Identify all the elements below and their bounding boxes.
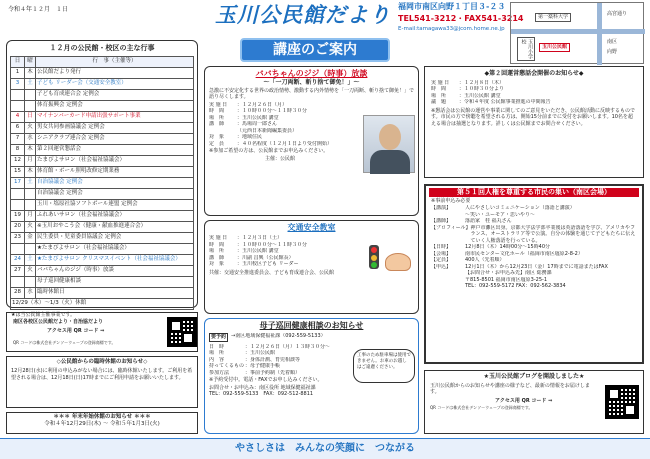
blog-note: QR コードは株式会社デンソーウェーブの登録商標です。 [430, 405, 533, 411]
event-cell: ふれあいサロン（社会福祉協議会） [36, 211, 194, 222]
dow-cell: 土 [25, 255, 36, 266]
info-value: ：母子健康手帳 [245, 363, 281, 369]
info-label: 実 施 日 [431, 79, 450, 86]
table-row [11, 222, 194, 233]
event-cell: 男女共同参画協議会 定例会 [36, 123, 194, 134]
info-row [209, 370, 359, 377]
info-value: ：玉川公民館 講堂 [459, 92, 501, 99]
blog-body: 玉川公民館からのお知らせや講座の様子など、最新の情報をお届けします。 [430, 382, 590, 396]
table-header-row [11, 57, 194, 68]
health-org: →南区地域保健福祉課（092-559-5133） [231, 333, 326, 339]
event-cell: ババちゃんのジジ（時事）放談 [36, 266, 194, 277]
day-cell: 8 [11, 145, 25, 156]
info-label: 時 間 [431, 86, 447, 93]
dow-cell [25, 189, 36, 200]
info-label: 参加方法 [209, 369, 230, 376]
day-cell: 24 [11, 255, 25, 266]
info-label: 【講師】 [431, 218, 452, 225]
day-cell [11, 101, 25, 112]
event-cell: 母子巡回健康相談 [36, 277, 194, 288]
day-cell: 1 [11, 68, 25, 79]
info-label: 時 間 [209, 241, 225, 248]
day-cell: 15 [11, 167, 25, 178]
lecture-banner [240, 38, 390, 62]
info-label: 持ってくるもの [209, 363, 245, 369]
dow-cell: 金 [25, 233, 36, 244]
event-cell: ★たまぴよサロン クリスマスイベント（社会福祉協議会） [36, 255, 194, 266]
info-label: 【申込】 [431, 263, 452, 270]
event-cell: シニアクラブ連合会 定例会 [36, 134, 194, 145]
map-label-school: 第一薬科大学 [535, 13, 571, 22]
event-cell: ※玉川おやこう会（健康・献血推進連合会） [36, 222, 194, 233]
info-value: ：玉川公民館 講堂 [237, 248, 279, 254]
event-cell: 臨時休館日 [36, 288, 194, 299]
dow-cell: 月 [25, 211, 36, 222]
forum-heading: 第５１回人権を尊重する市民の集い（南区会場） [429, 188, 639, 197]
dow-cell: 日 [25, 112, 36, 123]
closure-notice [6, 356, 198, 408]
table-row [11, 299, 194, 310]
event-cell: 玉川・塩原社協ソフトボール連盟 定例会 [36, 200, 194, 211]
dow-cell: 月 [25, 156, 36, 167]
lecture1-desc: 急激に不安定化する世界の政治情勢、激動する内外情勢を「一刀両断、斬り捨て御免！」で語り尽くします。 [209, 87, 415, 101]
info-row [209, 261, 359, 268]
info-label: 講 師 [209, 121, 225, 128]
lecture2-box [204, 220, 419, 314]
lecture2-host: 共催：交通安全推進委員会、子ども育成連合会、公民館 [209, 269, 335, 276]
info-label: 実 施 日 [209, 235, 228, 241]
info-value: TEL：092-559-5172 FAX：092-562-3834 [465, 283, 566, 290]
info-label [431, 283, 465, 290]
info-label: 場 所 [209, 114, 225, 121]
day-cell: 19 [11, 211, 25, 222]
suit-shape [370, 150, 410, 174]
dow-cell: 水 [25, 288, 36, 299]
table-row [11, 178, 194, 189]
day-cell: 12 [11, 156, 25, 167]
info-value: 12月8日（木）14時00分～15時40分 [465, 244, 550, 251]
info-label: 議 題 [431, 99, 447, 106]
dow-cell [25, 244, 36, 255]
map-label: 南区 [607, 39, 618, 45]
event-cell: 体育振興会 定例会 [36, 101, 194, 112]
forum-box [424, 184, 644, 364]
info-value: ：１０時３０分より [459, 86, 505, 93]
table-row [11, 233, 194, 244]
day-cell: 3 [11, 79, 25, 90]
event-cell: ★たまぴよサロン（社会福祉協議会） [36, 244, 194, 255]
event-cell: 民生委員・児童委員協議会 定例会 [36, 233, 194, 244]
map-label: 向野 [607, 49, 618, 55]
day-cell: 28 [11, 288, 25, 299]
qr-line1: 南区各校区公民館だより・自治協だより [13, 319, 104, 325]
table-row [11, 79, 194, 90]
health-contact: お問合せ・お申込み：南区役所 地域保健福祉課 [209, 384, 316, 391]
info-value: ：１０時００分～１１時３０分 [237, 108, 308, 115]
event-cell: 子ども育成連合会 定例会 [36, 90, 194, 101]
info-label: 内 容 [209, 356, 225, 363]
info-value: 神戸市灘区出身。京都大学法学部卒業後は英語落語を学び、アメリカやフランス、オーストラリア等で公演。自分の体験を通じて子どもたちに伝えていく人権落語を行っている。 [470, 224, 636, 244]
dow-cell [25, 200, 36, 211]
meeting-heading: ◆第２回運営懇話会開催のお知らせ◆ [484, 70, 584, 77]
map-label-kominkan: 玉川公民館 [539, 43, 570, 52]
info-label: 場 所 [209, 350, 225, 356]
meeting-box [424, 66, 644, 178]
table-row [11, 211, 194, 222]
blog-qr-label: アクセス用 QR コード ⇒ [495, 397, 553, 404]
info-value: ：玉川公民館 講堂 [237, 114, 279, 121]
event-cell: 第２回運営懇話会 [36, 145, 194, 156]
event-cell: 体育館・ボール照明改修定期業務 [36, 167, 194, 178]
red-light [371, 247, 377, 253]
info-value: 落語家 桂 福丸さん [465, 218, 512, 225]
table-row [11, 134, 194, 145]
face-shape [379, 124, 401, 150]
road [511, 29, 645, 34]
info-label: 講 師 [209, 254, 225, 261]
footer-bar [0, 438, 650, 459]
dow-cell: 火 [25, 222, 36, 233]
info-label: 【日時】 [431, 244, 452, 251]
day-cell: 17 [11, 178, 25, 189]
issue-date: 令和４年１２月 １日 [8, 6, 69, 13]
info-label: 【会場】 [431, 250, 452, 257]
info-value: ：１０時００分～１１時３０分 [237, 241, 308, 248]
address: 福岡市南区向野１丁目３-２３ [398, 2, 506, 11]
info-label: 【プロフィール】 [431, 224, 471, 231]
blog-box [424, 370, 644, 434]
closure-heading: ◇公民館からの臨時休館のお知らせ◇ [56, 359, 148, 365]
info-value: ：地域住民 [237, 134, 263, 141]
event-cell: たまぴよサロン（社会福祉協議会） [36, 156, 194, 167]
info-value: 〒815-8501 福岡市南区塩原3-25-1 [465, 276, 547, 283]
info-value: ：玉川校区子ども リーダー [237, 261, 299, 267]
green-light [371, 262, 377, 268]
health-title: 母子巡回健康相談のお知らせ [259, 321, 364, 330]
dow-cell: 火 [25, 266, 36, 277]
day-cell [11, 277, 25, 288]
day-cell: 27 [11, 266, 25, 277]
child-figure-icon [385, 253, 411, 271]
lecture1-sub: ～「一刀両断、斬り捨て御免！」～ [263, 79, 360, 86]
event-cell: 子ども リーダー会（交通安全教室） [36, 79, 194, 90]
footer-slogan: やさしさは みんなの笑顔に つながる [235, 443, 415, 454]
map-label: 高宮通り [607, 11, 628, 17]
district-qr-box [6, 312, 198, 352]
phone-fax: TEL541-3212・FAX541-3214 [398, 14, 524, 23]
schedule-note: ★は当公民館主催事業です。 [11, 312, 76, 319]
traffic-illustration [365, 239, 413, 277]
info-row [431, 283, 637, 290]
table-row [11, 255, 194, 266]
info-value: ：１２月８日（木） [459, 79, 505, 86]
info-value: ：１２月２６日（月） [237, 101, 288, 108]
table-row [11, 266, 194, 277]
info-value: ～笑い・ユーモア・思いやり～ [465, 211, 536, 218]
info-label: 対 象 [209, 134, 225, 141]
info-value: ：令和４年度 公民館事業推進の中間報告 [459, 99, 551, 106]
newyear-body: 令和４年12月29日(木) ～ 令和５年1月3日(火) [44, 421, 160, 428]
closure-body: 12月28日(水)に利用の申込みがない場合には、臨時休館いたします。ご利用を希望される場合は、12月18日(日)17時までにご利用申請をお願いいたします。 [11, 368, 193, 381]
day-cell [11, 189, 25, 200]
blog-qr-code[interactable] [605, 385, 639, 419]
col-day: 日 [11, 57, 25, 68]
newyear-heading: ＊＊＊ 年末年始休館のお知らせ ＊＊＊ [53, 414, 151, 420]
table-row [11, 123, 194, 134]
reservation-tag: 要予約 [211, 334, 227, 340]
day-cell: 7 [11, 134, 25, 145]
dow-cell: 木 [25, 145, 36, 156]
day-cell [11, 90, 25, 101]
qr-note: QR コードは株式会社デンソーウェーブの登録商標です。 [13, 340, 116, 345]
info-row [431, 225, 637, 245]
info-label: 【講演】 [431, 205, 452, 212]
day-cell: 20 [11, 222, 25, 233]
email: E-mail:tamagawa33@jcom.home.ne.jp [398, 26, 505, 32]
location-map [510, 2, 644, 64]
schedule-box [6, 40, 198, 319]
dow-cell: 火 [25, 123, 36, 134]
event-cell: 自治協議会 定例会 [36, 189, 194, 200]
lecture1-note: ※参加ご希望の方は、公民館までお申込みください。 [209, 148, 329, 155]
info-value: ：馬場周一郎さん [237, 121, 278, 128]
info-value: 12月1日（木）から12月23日（金）17時までに電話またはFAX [465, 263, 608, 270]
qr-line2: アクセス用 QR コード ⇒ [47, 328, 105, 334]
road [597, 3, 602, 65]
table-row [11, 90, 194, 101]
blog-heading: ★玉川公民館ブログを開設しました★ [483, 373, 585, 380]
col-dow: 曜 [25, 57, 36, 68]
info-label: 日 時 [209, 343, 225, 350]
info-value: ：川副 昌興（公民館長） [237, 254, 294, 261]
info-label: 定 員 [209, 140, 225, 147]
day-cell [11, 200, 25, 211]
info-value: ：身体計測、育児相談等 [245, 356, 301, 363]
info-label: 対 象 [209, 261, 225, 267]
table-row [11, 277, 194, 288]
info-value: ：１２月２６日（月）１３時３０分～ [245, 343, 331, 350]
info-value: ：４０名程度（１２月１日より受付開始） [237, 140, 333, 147]
info-label: 時 間 [209, 108, 225, 115]
lecture1-box [204, 66, 419, 216]
table-row [11, 189, 194, 200]
info-value: ：玉川公民館 [245, 350, 276, 356]
table-row [11, 101, 194, 112]
newyear-notice [6, 412, 198, 434]
table-row [11, 167, 194, 178]
holiday-cell: 12/29（木）～1/3（火）休館 [11, 299, 194, 310]
map-label: 玉川小学校 [517, 37, 535, 61]
health-note: ※予約受付中。電話・FAXでお申し込みください。 [209, 377, 323, 383]
info-label: 場 所 [209, 248, 225, 254]
banner-text: 講座のご案内 [273, 42, 357, 58]
info-value: ：１２月３日（土） [237, 235, 283, 241]
day-cell: 6 [11, 123, 25, 134]
forum-sub: ※事前申込み必要 [431, 197, 471, 204]
parking-bubble: 工事のため駐車場は使用できません。お車のお越しはご遠慮ください。 [353, 349, 415, 383]
meeting-body: ※懇話会は公民館の運営や事業に関してのご意見をいただき、公民館活動に反映するものです。市民の方で傍聴を希望される方は、開始15分前までに受付をお願いします。10名を超える場合は抽選となります。詳しくは公民館までお問合せください。 [431, 107, 635, 127]
dow-cell: 木 [25, 167, 36, 178]
table-row [11, 200, 194, 211]
table-row [11, 112, 194, 123]
yellow-light [371, 255, 377, 261]
day-cell: 4 [11, 112, 25, 123]
info-value: 400人（先着順） [465, 257, 505, 264]
info-label: 場 所 [431, 92, 447, 99]
info-value: 人にやさしいコミュニケーション（落語と講演） [465, 205, 575, 212]
info-value: 【お問合せ・お申込み先】南区 総務課 [465, 270, 552, 277]
table-row [11, 145, 194, 156]
table-row [11, 156, 194, 167]
info-row [431, 99, 637, 106]
info-value: ：事前予約制（先着順） [245, 369, 301, 376]
table-row [11, 288, 194, 299]
health-box [204, 318, 419, 434]
info-label: 【定員】 [431, 257, 452, 264]
event-cell: 自治協議会 定例会 [36, 178, 194, 189]
dow-cell: 土 [25, 178, 36, 189]
info-row [209, 141, 359, 148]
event-cell: 公民館だより発行 [36, 68, 194, 79]
lecture1-title: ババちゃんのジジ（時事）放談 [255, 69, 368, 78]
health-contact2: TEL：092-559-5133 FAX：092-512-8811 [209, 391, 314, 397]
info-value: （元西日本新聞編集委員） [237, 127, 298, 134]
table-row [11, 244, 194, 255]
lecture2-title: 交通安全教室 [287, 223, 336, 232]
day-cell: 23 [11, 233, 25, 244]
dow-cell [25, 101, 36, 112]
dow-cell [25, 90, 36, 101]
qr-code[interactable] [167, 317, 197, 347]
info-value: 南市民センター文化ホール（福岡市南区塩原2-8-2） [465, 250, 583, 257]
dow-cell: 水 [25, 134, 36, 145]
dow-cell [25, 277, 36, 288]
newsletter-title: 玉川公民館だより [215, 3, 391, 27]
schedule-table [10, 56, 194, 310]
lecture1-host: 主催：公民館 [265, 155, 296, 162]
table-row [11, 68, 194, 79]
schedule-heading: １２月の公民館・校区の主な行事 [49, 44, 155, 52]
info-label: 実 施 日 [209, 101, 228, 108]
speaker-photo [363, 115, 415, 173]
dow-cell: 土 [25, 79, 36, 90]
day-cell [11, 244, 25, 255]
event-cell: マイナンバーカード申請出張サポート事業 [36, 112, 194, 123]
col-event: 行 事（主催等） [36, 57, 194, 68]
dow-cell: 木 [25, 68, 36, 79]
